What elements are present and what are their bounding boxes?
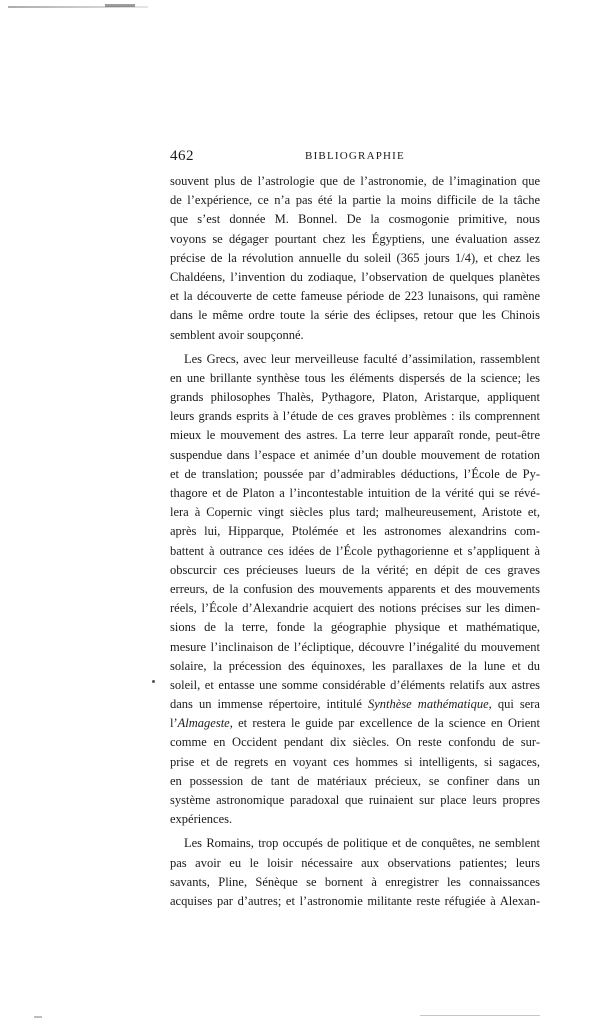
text-line: que s’est donnée M. Bonnel. De la cosmogonie primitive, nous xyxy=(170,212,540,227)
page-number: 462 xyxy=(170,148,194,164)
text-line: mieux le mouvement des astres. La terre leur apparaît ronde, peut-être xyxy=(170,428,540,443)
text-line: comme en Occident pendant dix siècles. On reste confondu de sur- xyxy=(170,735,540,750)
paragraph xyxy=(170,834,540,911)
text-line: battent à outrance ces idées de l’École pythagorienne et s’appliquent à xyxy=(170,543,540,558)
text-line: réels, l’École d’Alexandrie acquiert des notions précises sur les dimen- xyxy=(170,601,540,616)
text-line: dans un immense répertoire, intitulé Synthèse mathématique, qui sera xyxy=(170,697,540,712)
text-line: grands philosophes Thalès, Pythagore, Platon, Aristarque, appliquent xyxy=(170,390,540,405)
text-line: lera à Copernic vingt siècles plus tard; malheureusement, Aristote et, xyxy=(170,505,540,520)
text-line: en une brillante synthèse tous les éléments dispersés de la science; les xyxy=(170,370,540,385)
text-line: soleil, et entasse une somme considérable d’éléments relatifs aux astres xyxy=(170,677,540,692)
text-line: Les Romains, trop occupés de politique et de conquêtes, ne semblent xyxy=(184,836,540,851)
scan-artifact xyxy=(105,4,135,7)
text-line: système astronomique paradoxal que ruinaient sur place leurs propres xyxy=(170,793,540,807)
paragraph xyxy=(170,172,540,345)
text-line: erreurs, de la confusion des mouvements apparents et des mouvements xyxy=(170,581,540,596)
text-line: sions de la terre, fonde la géographie physique et mathématique, xyxy=(170,620,540,635)
running-title: BIBLIOGRAPHIE xyxy=(305,150,405,162)
body-text xyxy=(170,172,540,911)
text-line: en possession de tant de matériaux précieux, se confiner dans un xyxy=(170,773,540,788)
scan-artifact xyxy=(420,1015,540,1016)
text-line: pas avoir eu le loisir nécessaire aux observations patientes; leurs xyxy=(170,855,540,870)
text-line: de l’expérience, ce n’a pas été la partie la moins difficile de la tâche xyxy=(170,193,540,208)
text-line: savants, Pline, Sénèque se bornent à enregistrer les connaissances xyxy=(170,874,540,889)
text-line: l’Almageste, et restera le guide par excellence de la science en Orient xyxy=(170,716,540,731)
text-line: dans le même ordre toute la série des éclipses, retour que les Chinois xyxy=(170,308,540,323)
text-line: mesure l’inclinaison de l’écliptique, découvre l’inégalité du mouvement xyxy=(170,639,540,654)
text-line: semblent avoir soupçonné. xyxy=(170,327,304,342)
text-line: après lui, Hipparque, Ptolémée et les astronomes alexandrins com- xyxy=(170,524,540,539)
margin-mark xyxy=(152,680,155,683)
text-line: acquises par d’autres; et l’astronomie militante reste réfugiée à Alexan- xyxy=(170,893,540,908)
scan-artifact xyxy=(34,1016,42,1018)
text-line: prise et de regrets en voyant ces hommes si intelligents, si sagaces, xyxy=(170,754,540,769)
text-line: et la découverte de cette fameuse période de 223 lunaisons, qui ramène xyxy=(170,289,540,304)
text-line: expériences. xyxy=(170,812,233,827)
paragraph xyxy=(170,350,540,830)
text-line: souvent plus de l’astrologie que de l’astronomie, de l’imagination que xyxy=(170,174,540,188)
page-header xyxy=(170,148,540,168)
text-line: et de translation; poussée par d’admirables déductions, l’École de Py- xyxy=(170,466,540,481)
text-line: suspendue dans l’espace et animée d’un double mouvement de rotation xyxy=(170,447,540,462)
text-line: Chaldéens, l’invention du zodiaque, l’observation de quelques planètes xyxy=(170,269,540,284)
text-line: thagore et de Platon a l’incontestable intuition de la vérité qui se révé- xyxy=(170,486,540,500)
text-line: précise de la révolution annuelle du soleil (365 jours 1/4), et chez les xyxy=(170,250,540,265)
text-line: leurs grands esprits à l’étude de ces graves problèmes : ils comprennent xyxy=(170,409,540,424)
text-line: voyons se dégager pourtant chez les Égyptiens, une évaluation assez xyxy=(170,231,540,246)
text-line: Les Grecs, avec leur merveilleuse faculté d’assimilation, rassemblent xyxy=(184,351,540,366)
text-line: obscurcir ces précieuses lueurs de la vérité; en dépit de ces graves xyxy=(170,562,540,577)
text-line: solaire, la précession des équinoxes, les parallaxes de la lune et du xyxy=(170,658,540,673)
